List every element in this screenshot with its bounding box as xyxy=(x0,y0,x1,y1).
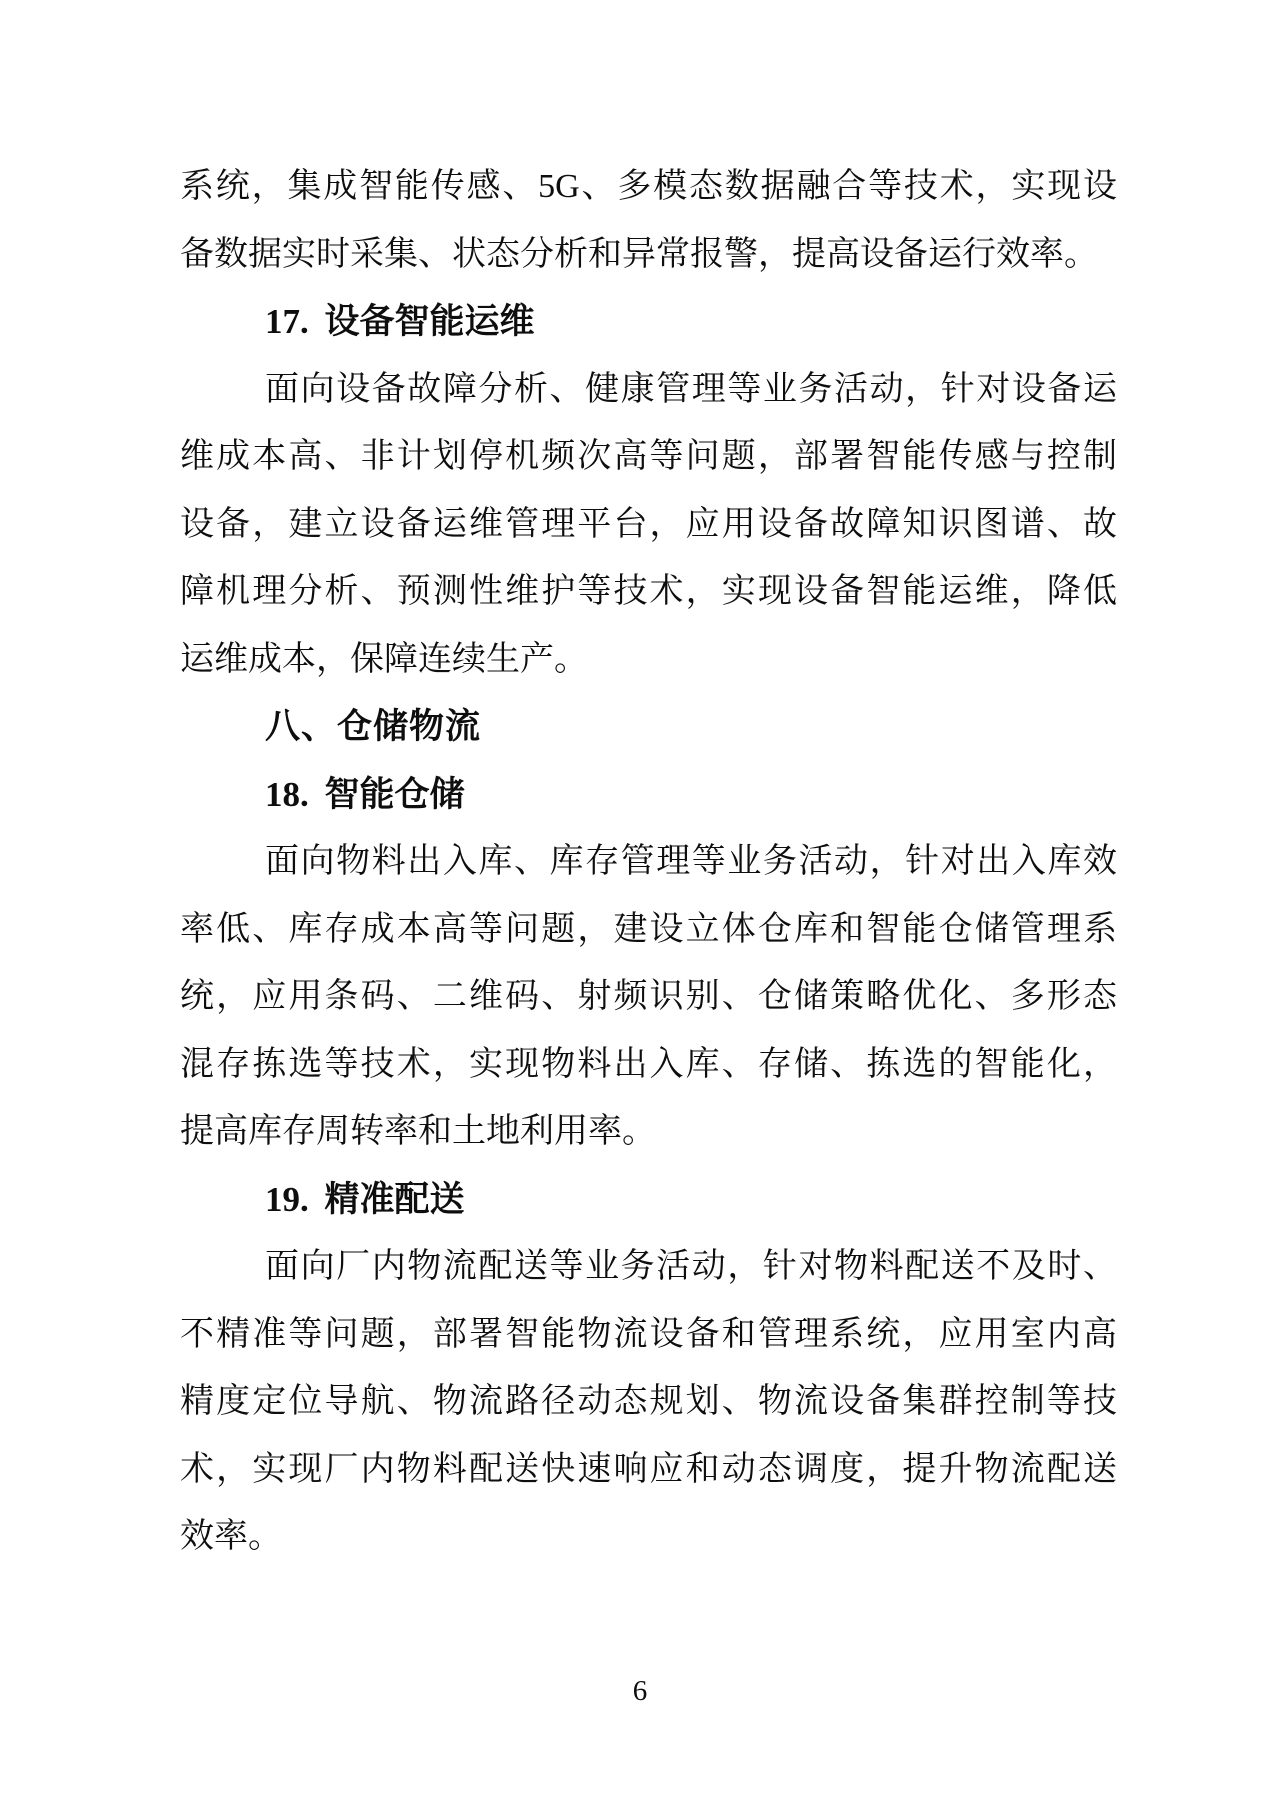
heading-section-8: 八、仓储物流 xyxy=(265,707,482,746)
paragraph-line: 运维成本，保障连续生产。 xyxy=(180,640,588,678)
paragraph-line: 混存拣选等技术，实现物料出入库、存储、拣选的智能化， xyxy=(180,1045,1117,1083)
heading-title: 精准配送 xyxy=(324,1179,465,1219)
paragraph-line: 精度定位导航、物流路径动态规划、物流设备集群控制等技 xyxy=(180,1383,1117,1420)
paragraph-line: 效率。 xyxy=(180,1518,282,1555)
heading-number: 18. xyxy=(265,774,309,814)
page-number: 6 xyxy=(632,1675,648,1707)
heading-item-19 xyxy=(180,1166,1117,1234)
heading-item-18 xyxy=(180,761,1117,829)
paragraph-line: 率低、库存成本高等问题，建设立体仓库和智能仓储管理系 xyxy=(180,910,1117,948)
paragraph-line: 障机理分析、预测性维护等技术，实现设备智能运维，降低 xyxy=(180,573,1117,610)
heading-item-17 xyxy=(180,288,1117,356)
heading-number: 19. xyxy=(265,1179,309,1219)
heading-number: 17. xyxy=(265,302,309,341)
paragraph-line: 系统，集成智能传感、5G、多模态数据融合等技术，实现设 xyxy=(180,168,1117,205)
paragraph-line: 术，实现厂内物料配送快速响应和动态调度，提升物流配送 xyxy=(180,1450,1117,1488)
heading-title: 智能仓储 xyxy=(324,774,465,814)
heading-title: 设备智能运维 xyxy=(324,302,535,341)
paragraph-line: 面向物料出入库、库存管理等业务活动，针对出入库效 xyxy=(265,843,1117,880)
paragraph-line: 设备，建立设备运维管理平台，应用设备故障知识图谱、故 xyxy=(180,505,1117,543)
paragraph-line: 不精准等问题，部署智能物流设备和管理系统，应用室内高 xyxy=(180,1315,1117,1353)
paragraph-line: 面向厂内物流配送等业务活动，针对物料配送不及时、 xyxy=(265,1248,1117,1285)
paragraph-line: 维成本高、非计划停机频次高等问题，部署智能传感与控制 xyxy=(180,438,1117,475)
paragraph-line: 统，应用条码、二维码、射频识别、仓储策略优化、多形态 xyxy=(180,978,1117,1015)
paragraph-line: 备数据实时采集、状态分析和异常报警，提高设备运行效率。 xyxy=(180,235,1098,273)
paragraph-line: 面向设备故障分析、健康管理等业务活动，针对设备运 xyxy=(265,370,1117,408)
paragraph-line: 提高库存周转率和土地利用率。 xyxy=(180,1113,656,1150)
document-body xyxy=(180,153,1117,1571)
